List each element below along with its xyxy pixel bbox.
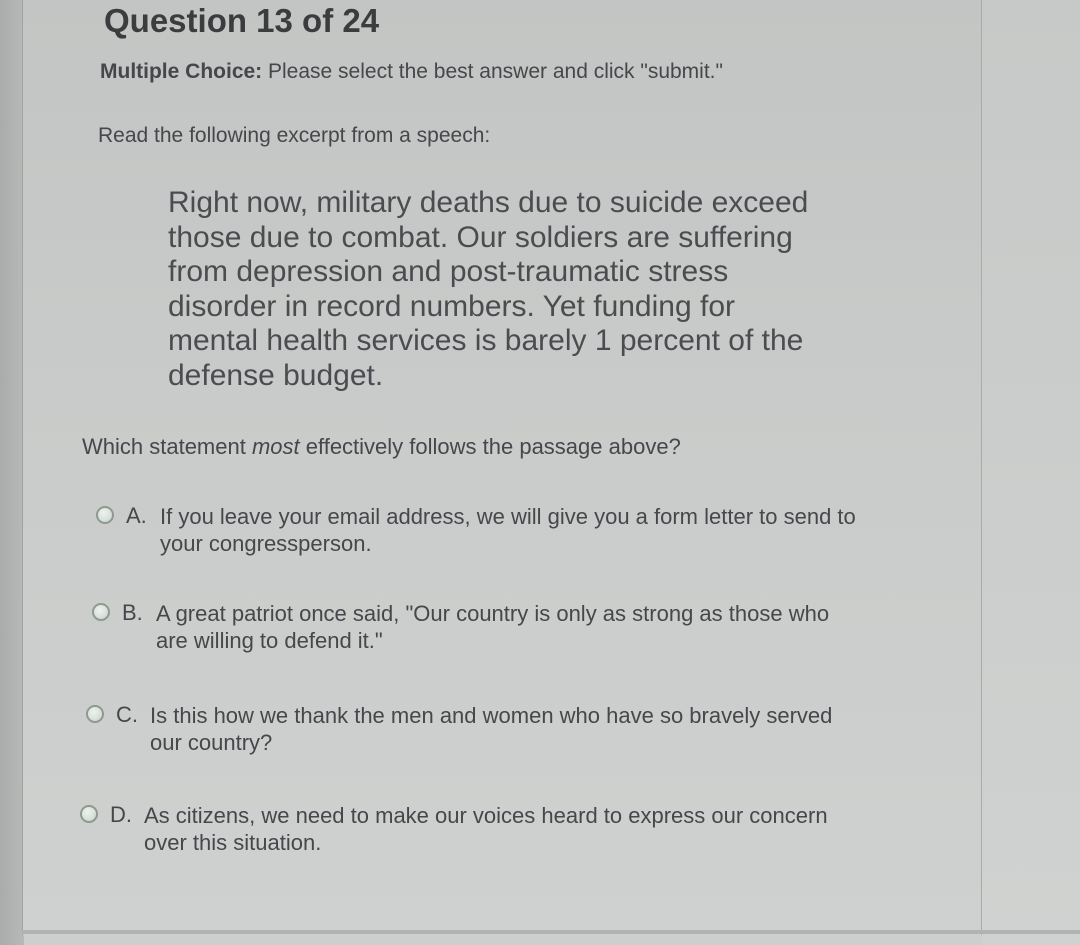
option-text-b xyxy=(156,600,936,654)
radio-button-c[interactable] xyxy=(86,705,104,723)
stem-before: Which statement xyxy=(82,434,252,459)
radio-button-b[interactable] xyxy=(92,603,110,621)
speech-excerpt xyxy=(168,186,868,393)
right-margin-strip xyxy=(982,0,1080,945)
option-text-d xyxy=(144,802,924,856)
excerpt-line: disorder in record numbers. Yet funding for xyxy=(168,289,735,323)
option-letter-c: C. xyxy=(116,702,138,727)
option-line: If you leave your email address, we will give you a form letter to send to xyxy=(160,504,856,529)
instructions-text: Please select the best answer and click "submit." xyxy=(262,60,723,83)
option-letter-d: D. xyxy=(110,802,132,827)
option-text-a xyxy=(160,503,940,557)
instructions-label: Multiple Choice: xyxy=(100,60,263,83)
radio-button-d[interactable] xyxy=(80,805,98,823)
option-text-c xyxy=(150,702,930,756)
excerpt-line: Right now, military deaths due to suicide exceed xyxy=(168,186,809,219)
left-margin-strip xyxy=(0,0,24,945)
option-line: Is this how we thank the men and women who have so bravely served xyxy=(150,703,833,728)
option-line: your congressperson. xyxy=(160,531,372,556)
answer-option-b[interactable] xyxy=(92,600,936,654)
stem-after: effectively follows the passage above? xyxy=(299,434,681,459)
excerpt-line: mental health services is barely 1 percent of the xyxy=(168,324,804,357)
option-line: A great patriot once said, "Our country is only as strong as those who xyxy=(156,601,830,626)
answer-option-d[interactable] xyxy=(80,802,924,856)
answer-option-a[interactable] xyxy=(96,503,940,557)
option-letter-a: A. xyxy=(126,503,147,528)
option-line: over this situation. xyxy=(144,830,322,855)
excerpt-intro: Read the following excerpt from a speech: xyxy=(98,124,491,147)
answer-option-c[interactable] xyxy=(86,702,930,756)
option-line: As citizens, we need to make our voices heard to express our concern xyxy=(144,803,828,828)
question-stem xyxy=(82,434,681,460)
option-line: our country? xyxy=(150,730,273,755)
option-letter-b: B. xyxy=(122,600,143,625)
question-counter: Question 13 of 24 xyxy=(104,2,380,39)
radio-button-a[interactable] xyxy=(96,506,114,524)
excerpt-line: defense budget. xyxy=(168,358,384,392)
excerpt-line: from depression and post-traumatic stress xyxy=(168,255,729,288)
instructions xyxy=(100,60,723,84)
excerpt-line: those due to combat. Our soldiers are suffering xyxy=(168,220,793,254)
panel-bottom-border xyxy=(22,930,1080,934)
option-line: are willing to defend it." xyxy=(156,628,383,653)
stem-emphasis: most xyxy=(251,434,300,459)
